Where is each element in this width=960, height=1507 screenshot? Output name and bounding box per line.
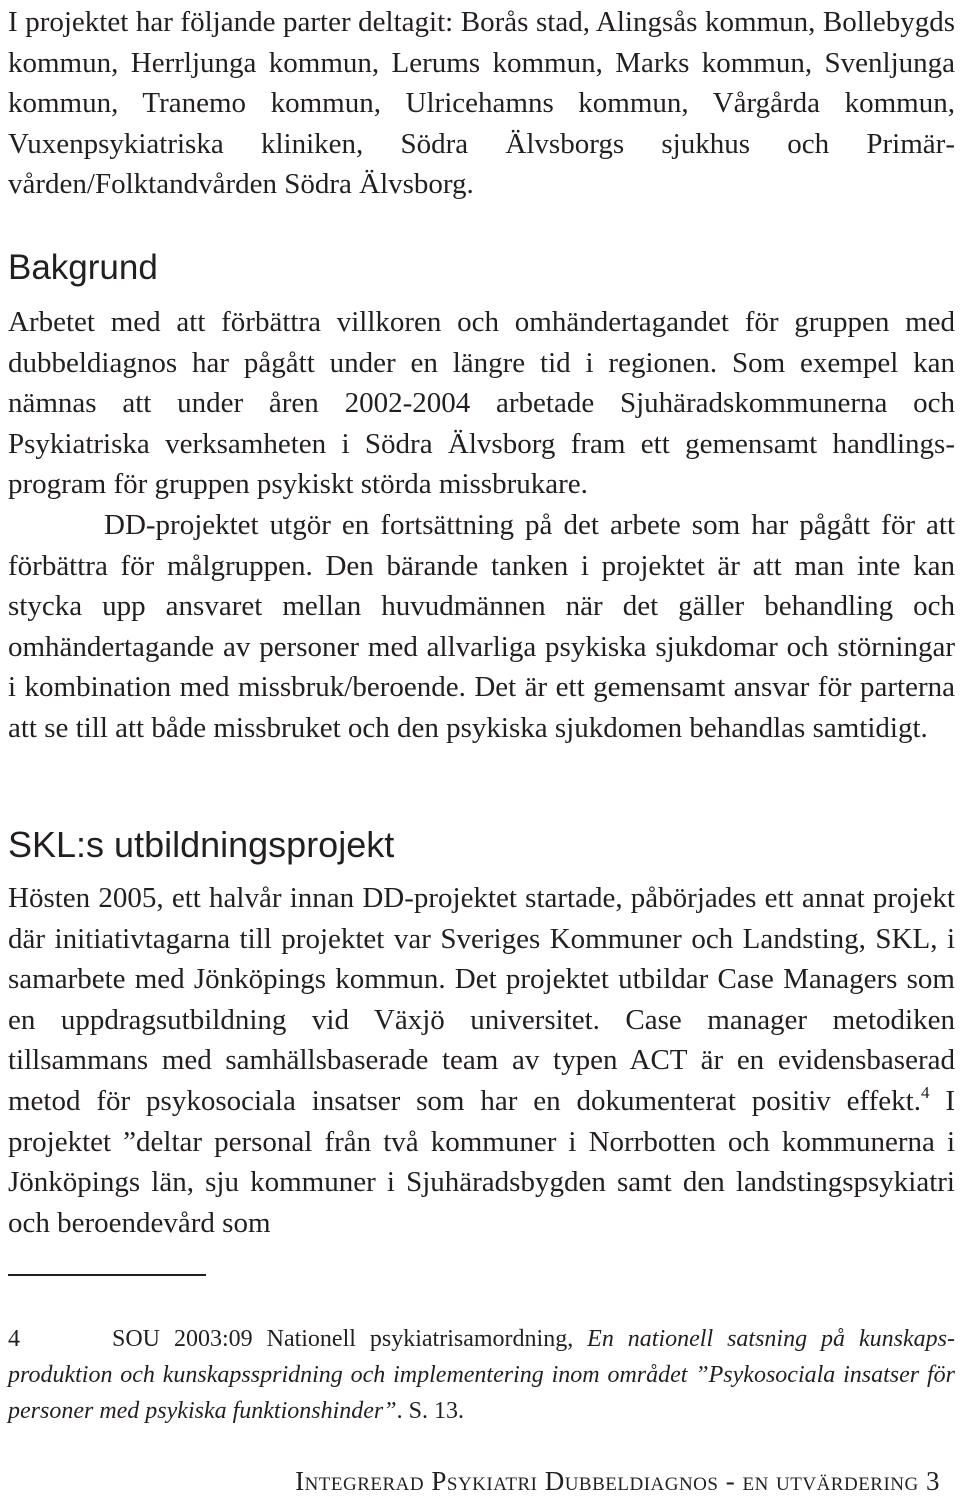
footnote-reference: 4 [920,1082,930,1102]
skl-text-part-2: I projektet ”deltar personal från två kommuner i Norrbotten och kommunerna i Jönköpings län, sju kommuner i Sjuhäradsbygden samt den landstingspsykiatri och beroendevård som [8,1084,955,1239]
skl-text-part-1: Hösten 2005, ett halvår innan DD-projektet startade, påbörjades ett annat projekt där initiativtagarna till projektet var Sveriges Kommuner och Landsting, SKL, i samarbete med Jönköpings kommun. Det projektet utbildar Case Managers som en uppdragsutbildning vid Växjö universitet. Case manager metodiken tillsammans med samhällsbaserade team av typen ACT är en evidensbaserad metod för psykosociala insatser som har en dokumenterat positiv effekt. [8,882,955,1117]
footnote-divider [8,1274,206,1276]
intro-paragraph: I projektet har följande parter deltagit: Borås stad, Alingsås kommun, Bollebygds kommun, Herrljunga kommun, Lerums kommun, Marks kommun, Svenljunga kommun, Tranemo kommun, Ulricehamns kommun, Vårgårda kommun, Vuxenpsykiatriska kliniken, Södra Älvsborgs sjukhus och Primärvården/Folktandvården Södra Älvsborg. [8,6,955,201]
section-heading-bakgrund: Bakgrund [8,248,158,287]
bakgrund-paragraph-1: Arbetet med att förbättra villkoren och omhändertagandet för gruppen med dubbeldiagnos har pågått under en längre tid i regionen. Som exempel kan nämnas att under åren 2002-2004 arbetade Sjuhäradskommunerna och Psykiatriska verksamheten i Södra Älvsborg fram ett gemensamt handlingsprogram för gruppen psykiskt störda missbrukare. [8,306,955,501]
running-footer: Integrerad Psykiatri Dubbeldiagnos - en utvärdering 3 [295,1466,940,1496]
footnote [8,1321,955,1429]
footnote-page: . S. 13. [396,1398,464,1424]
footnote-source: SOU 2003:09 Nationell psykiatrisamordning, [112,1326,588,1352]
section-heading-skl: SKL:s utbildningsprojekt [8,824,395,865]
bakgrund-section-body [8,302,955,749]
footnote-number: 4 [8,1326,20,1352]
bakgrund-paragraph-2: DD-projektet utgör en fortsättning på det arbete som har pågått för att förbättra för målgruppen. Den bärande tanken i projektet är att man inte kan stycka upp ansvaret mellan huvudmännen när det gäller behandling och omhändertagande av personer med allvarliga psykiska sjukdomar och störningar i kombination med missbruk/beroende. Det är ett gemensamt ansvar för parterna att se till att både missbruket och den psykiska sjukdomen behandlas samtidigt. [8,508,955,744]
footnote-title: En nationell satsning på kunskapsproduktion och kunskapsspridning och implementering inom området ”Psykosociala insatser för personer med psykiska funktionshinder” [8,1326,955,1424]
skl-paragraph [8,878,955,1243]
